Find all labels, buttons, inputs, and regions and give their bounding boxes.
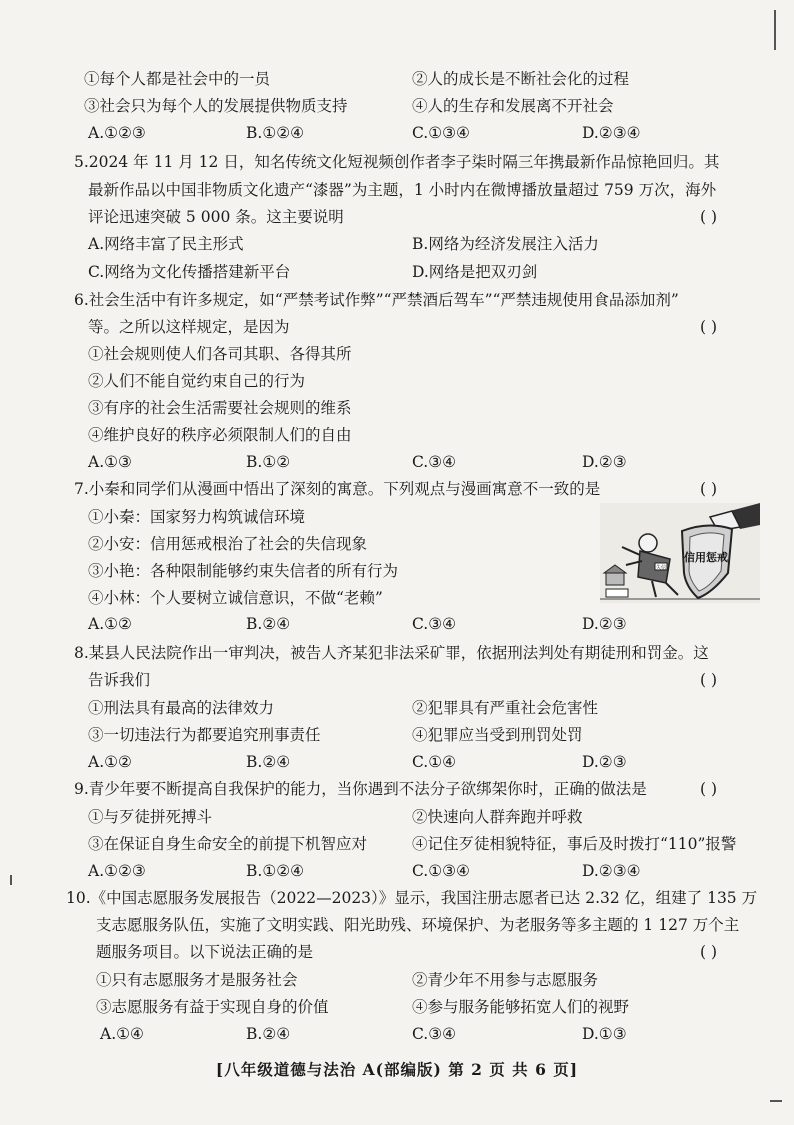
q10-option-c: C.③④ xyxy=(412,1025,457,1043)
q8-answer-blank: ( ) xyxy=(700,671,718,689)
q9-statement-1: ①与歹徒拼死搏斗 xyxy=(88,808,213,826)
q8-option-d: D.②③ xyxy=(582,753,627,771)
q10-stem-line3: 题服务项目。以下说法正确的是 xyxy=(96,943,314,961)
q4-statement-1: ①每个人都是社会中的一员 xyxy=(84,70,271,88)
q6-statement-1: ①社会规则使人们各司其职、各得其所 xyxy=(88,345,352,363)
q7-option-c: C.③④ xyxy=(412,615,457,633)
q8-stem-line2: 告诉我们 xyxy=(88,671,151,689)
q6-statement-4: ④维护良好的秩序必须限制人们的自由 xyxy=(88,426,352,444)
q5-option-a: A.网络丰富了民主形式 xyxy=(88,235,244,253)
q6-statement-3: ③有序的社会生活需要社会规则的维系 xyxy=(88,399,352,417)
q9-option-d: D.②③④ xyxy=(582,862,641,880)
q5-stem-line2: 最新作品以中国非物质文化遗产“漆器”为主题，1 小时内在微博播放量超过 759 万次，海外 xyxy=(88,181,717,199)
q8-statement-4: ④犯罪应当受到刑罚处罚 xyxy=(412,726,583,744)
q7-cartoon-image xyxy=(600,503,760,603)
q6-option-c: C.③④ xyxy=(412,453,457,471)
q10-option-a: A.①④ xyxy=(100,1025,144,1043)
q9-statement-4: ④记住歹徒相貌特征，事后及时拨打“110”报警 xyxy=(412,835,737,853)
page-footer: [八年级道德与法治 A(部编版) 第 2 页 共 6 页] xyxy=(215,1060,579,1079)
q9-option-a: A.①②③ xyxy=(88,862,146,880)
q10-option-b: B.②④ xyxy=(246,1025,291,1043)
q6-option-d: D.②③ xyxy=(582,453,627,471)
q6-stem-line2: 等。之所以这样规定，是因为 xyxy=(88,318,290,336)
q10-option-d: D.①③ xyxy=(582,1025,627,1043)
q5-stem-line3: 评论迅速突破 5 000 条。这主要说明 xyxy=(88,208,344,226)
q7-statement-4: ④小林：个人要树立诚信意识，不做“老赖” xyxy=(88,589,383,607)
q9-option-c: C.①③④ xyxy=(412,862,470,880)
q9-stem-line1: 9.青少年要不断提高自我保护的能力，当你遇到不法分子欲绑架你时，正确的做法是 xyxy=(74,780,647,798)
q9-statement-2: ②快速向人群奔跑并呼救 xyxy=(412,808,583,826)
q8-option-b: B.②④ xyxy=(246,753,291,771)
cartoon-person-head xyxy=(639,534,657,552)
q10-statement-3: ③志愿服务有益于实现自身的价值 xyxy=(96,998,329,1016)
q4-option-b: B.①②④ xyxy=(246,124,305,142)
q6-answer-blank: ( ) xyxy=(700,318,718,336)
q4-statement-2: ②人的成长是不断社会化的过程 xyxy=(412,70,630,88)
q7-stem-line1: 7.小秦和同学们从漫画中悟出了深刻的寓意。下列观点与漫画寓意不一致的是 xyxy=(74,480,601,498)
q6-stem-line1: 6.社会生活中有许多规定，如“严禁考试作弊”“严禁酒后驾车”“严禁违规使用食品添加剂” xyxy=(74,291,679,309)
q4-statement-4: ④人的生存和发展离不开社会 xyxy=(412,97,614,115)
scan-edge-mark-left xyxy=(10,875,12,885)
q8-statement-2: ②犯罪具有严重社会危害性 xyxy=(412,699,599,717)
q5-option-b: B.网络为经济发展注入活力 xyxy=(412,235,599,253)
q7-option-d: D.②③ xyxy=(582,615,627,633)
q8-statement-3: ③一切违法行为都要追究刑事责任 xyxy=(88,726,321,744)
cartoon-shield-text: 信用惩戒 xyxy=(684,551,728,564)
q5-answer-blank: ( ) xyxy=(700,208,718,226)
q6-statement-2: ②人们不能自觉约束自己的行为 xyxy=(88,372,306,390)
q9-answer-blank: ( ) xyxy=(700,780,718,798)
q6-option-b: B.①② xyxy=(246,453,291,471)
q7-statement-2: ②小安：信用惩戒根治了社会的失信现象 xyxy=(88,535,368,553)
cartoon-house xyxy=(606,573,624,585)
q8-stem-line1: 8.某县人民法院作出一审判决，被告人齐某犯非法采矿罪，依据刑法判处有期徒刑和罚金。这 xyxy=(74,644,709,662)
q8-option-c: C.①④ xyxy=(412,753,457,771)
q7-option-b: B.②④ xyxy=(246,615,291,633)
q9-option-b: B.①②④ xyxy=(246,862,305,880)
q4-option-d: D.②③④ xyxy=(582,124,641,142)
q5-option-d: D.网络是把双刃剑 xyxy=(412,263,538,281)
q10-stem-line2: 支志愿服务队伍，实施了文明实践、阳光助残、环境保护、为老服务等多主题的 1 127 万个主 xyxy=(96,916,740,934)
q8-statement-1: ①刑法具有最高的法律效力 xyxy=(88,699,275,717)
q4-option-a: A.①②③ xyxy=(88,124,146,142)
q10-answer-blank: ( ) xyxy=(700,943,718,961)
q4-statement-3: ③社会只为每个人的发展提供物质支持 xyxy=(84,97,348,115)
q10-statement-4: ④参与服务能够拓宽人们的视野 xyxy=(412,998,630,1016)
q7-statement-1: ①小秦：国家努力构筑诚信环境 xyxy=(88,508,306,526)
q10-statement-1: ①只有志愿服务才是服务社会 xyxy=(96,971,298,989)
scan-edge-mark-top xyxy=(774,10,776,50)
q7-option-a: A.①② xyxy=(88,615,132,633)
q9-statement-3: ③在保证自身生命安全的前提下机智应对 xyxy=(88,835,368,853)
cartoon-tag-text: 失信 xyxy=(655,565,667,571)
q4-option-c: C.①③④ xyxy=(412,124,470,142)
q6-option-a: A.①③ xyxy=(88,453,132,471)
q7-statement-3: ③小艳：各种限制能够约束失信者的所有行为 xyxy=(88,562,399,580)
q5-stem-line1: 5.2024 年 11 月 12 日，知名传统文化短视频创作者李子柒时隔三年携最新作品惊艳回归。其 xyxy=(74,153,720,171)
q5-option-c: C.网络为文化传播搭建新平台 xyxy=(88,263,291,281)
cartoon-sign xyxy=(606,589,628,597)
scan-edge-mark-bottom xyxy=(770,1100,782,1102)
q10-statement-2: ②青少年不用参与志愿服务 xyxy=(412,971,599,989)
q7-answer-blank: ( ) xyxy=(700,480,718,498)
q8-option-a: A.①② xyxy=(88,753,132,771)
q10-stem-line1: 10.《中国志愿服务发展报告（2022—2023）》显示，我国注册志愿者已达 2.32 亿，组建了 135 万 xyxy=(66,889,758,907)
